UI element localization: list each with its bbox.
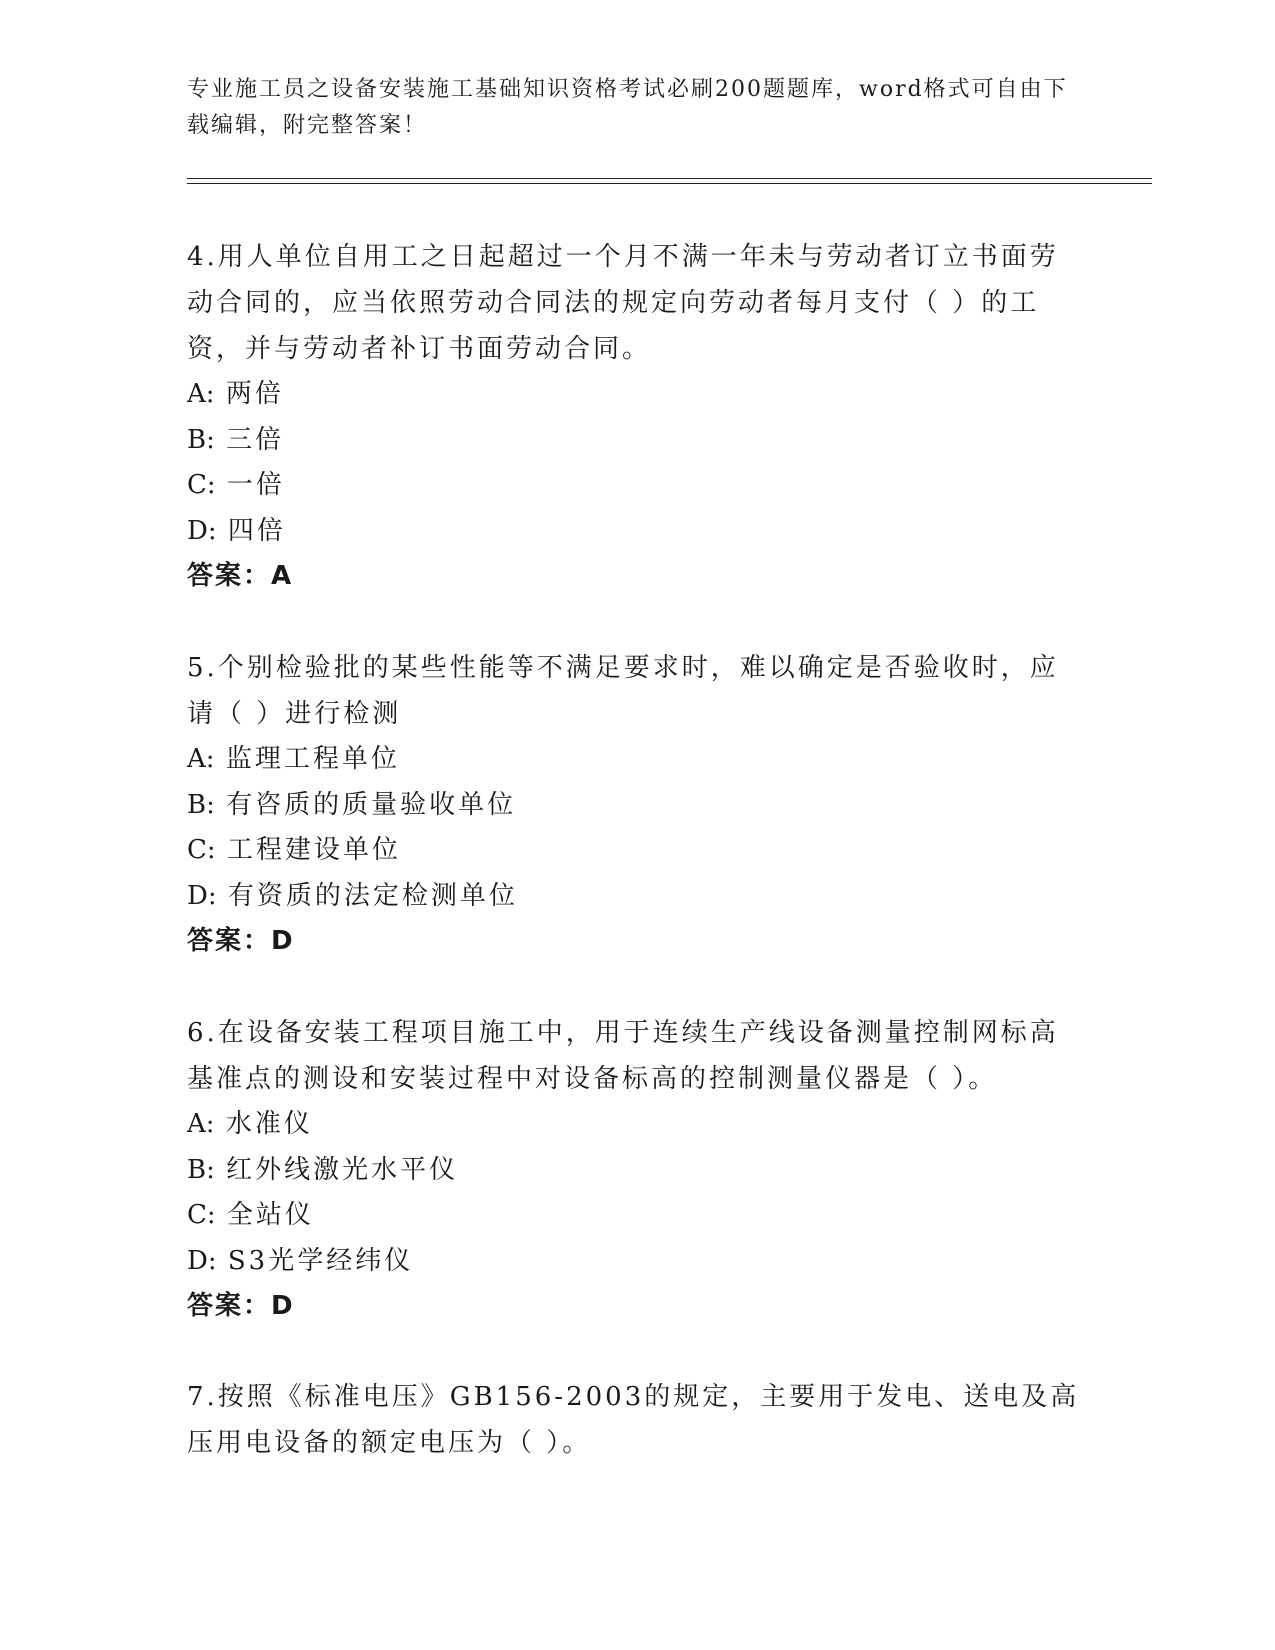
question-6	[187, 1010, 1087, 1330]
option-text: 红外线激光水平仪	[226, 1154, 459, 1185]
question-4	[187, 234, 1087, 600]
answer: 答案：D	[187, 1291, 295, 1321]
option-text: 工程建设单位	[226, 835, 401, 865]
option-c	[187, 463, 1087, 509]
document-header: 专业施工员之设备安装施工基础知识资格考试必刷200题题库，word格式可自由下载编辑，附完整答案！	[187, 77, 1068, 138]
option-b	[187, 1148, 1087, 1194]
option-letter: A:	[187, 1109, 215, 1139]
option-letter: B:	[187, 424, 215, 455]
answer: 答案：D	[187, 926, 295, 956]
option-d	[187, 1239, 1087, 1285]
option-letter: C:	[187, 470, 216, 500]
question-text: 7.按照《标准电压》GB156-2003的规定，主要用于发电、送电及高压用电设备的额定电压为（ ）。	[187, 1382, 1080, 1458]
option-letter: B:	[187, 789, 215, 820]
option-a	[187, 372, 1087, 418]
option-d	[187, 509, 1087, 555]
option-letter: D:	[187, 515, 217, 546]
option-text: 监理工程单位	[225, 744, 400, 774]
header-divider-top	[187, 178, 1152, 179]
option-a	[187, 737, 1087, 783]
option-a	[187, 1102, 1087, 1148]
option-letter: C:	[187, 835, 216, 865]
header-divider-bottom	[187, 183, 1152, 184]
option-text: 一倍	[226, 470, 285, 500]
question-7	[187, 1374, 1087, 1466]
option-text: S3光学经纬仪	[227, 1245, 414, 1276]
option-letter: D:	[187, 1245, 217, 1276]
option-c	[187, 1193, 1087, 1239]
question-text: 5.个别检验批的某些性能等不满足要求时，难以确定是否验收时，应请（ ）进行检测	[187, 653, 1059, 729]
question-text: 6.在设备安装工程项目施工中，用于连续生产线设备测量控制网标高基准点的测设和安装过程中对设备标高的控制测量仪器是（ ）。	[187, 1018, 1059, 1094]
question-text: 4.用人单位自用工之日起超过一个月不满一年未与劳动者订立书面劳动合同的，应当依照劳动合同法的规定向劳动者每月支付（ ）的工资，并与劳动者补订书面劳动合同。	[187, 242, 1059, 364]
option-d	[187, 874, 1087, 920]
option-text: 有咨质的质量验收单位	[226, 789, 517, 820]
option-b	[187, 418, 1087, 464]
option-letter: A:	[187, 379, 215, 409]
option-text: 有资质的法定检测单位	[227, 880, 518, 911]
option-letter: D:	[187, 880, 217, 911]
option-letter: A:	[187, 744, 215, 774]
option-b	[187, 783, 1087, 829]
question-5	[187, 645, 1087, 965]
option-text: 水准仪	[225, 1109, 313, 1139]
option-text: 三倍	[226, 424, 285, 455]
answer: 答案：A	[187, 561, 294, 591]
option-text: 两倍	[225, 379, 284, 409]
option-letter: C:	[187, 1200, 216, 1230]
option-text: 全站仪	[226, 1200, 314, 1230]
option-letter: B:	[187, 1154, 215, 1185]
option-text: 四倍	[227, 515, 286, 546]
option-c	[187, 828, 1087, 874]
